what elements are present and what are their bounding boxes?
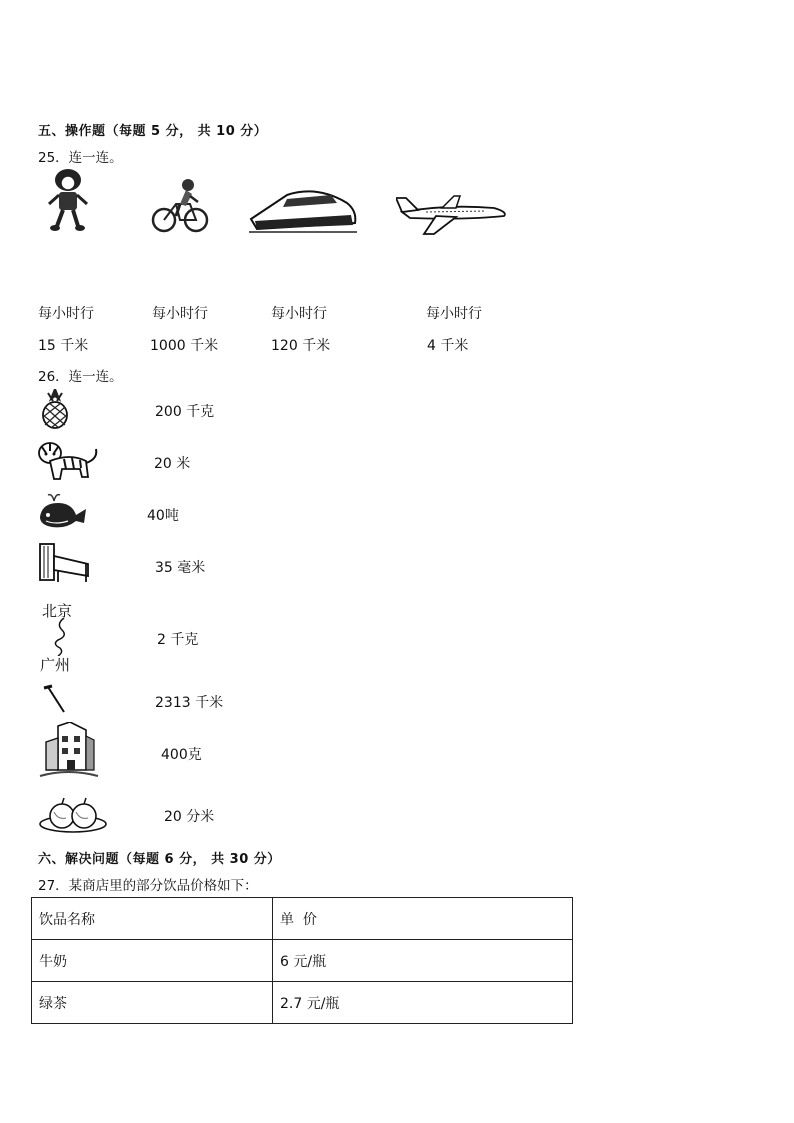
- bullet-train-icon: [247, 185, 359, 235]
- table-row: [32, 940, 573, 982]
- speed-label-1-line1: 每小时行: [38, 306, 94, 322]
- table-cell-name: 绿茶: [32, 982, 273, 1024]
- table-row: [32, 982, 573, 1024]
- q26-value-1: 200 千克: [155, 404, 215, 420]
- tiger-icon: [36, 437, 102, 485]
- speed-label-3-line2: 120 千米: [271, 338, 331, 354]
- pineapple-icon: [38, 389, 72, 429]
- q26-value-7: 400克: [161, 747, 202, 763]
- speed-label-3-line1: 每小时行: [271, 306, 327, 322]
- table-header-name: 饮品名称: [32, 898, 273, 940]
- apple-plate-icon: [38, 796, 108, 834]
- bed-icon: [38, 540, 92, 584]
- q26-value-5: 2 千克: [157, 632, 199, 648]
- section-5-heading: 五、操作题（每题 5 分， 共 10 分）: [38, 124, 268, 139]
- table-cell-name: 牛奶: [32, 940, 273, 982]
- q26-value-2: 20 米: [154, 456, 191, 472]
- map-label-guangzhou: 广州: [40, 656, 71, 674]
- table-cell-price: 6 元/瓶: [273, 940, 573, 982]
- q26-value-4: 35 毫米: [155, 560, 206, 576]
- q26-value-6: 2313 千米: [155, 695, 224, 711]
- question-26-title: 26．连一连。: [38, 369, 123, 385]
- map-label-beijing: 北京: [42, 602, 73, 620]
- whale-icon: [36, 491, 88, 531]
- speed-label-2-line2: 1000 千米: [150, 338, 219, 354]
- q26-value-3: 40吨: [147, 508, 179, 524]
- speed-label-2-line1: 每小时行: [152, 306, 208, 322]
- cyclist-icon: [150, 176, 210, 236]
- speed-label-1-line2: 15 千米: [38, 338, 89, 354]
- price-table: [31, 897, 573, 1024]
- beijing-guangzhou-map-icon: [40, 600, 84, 676]
- speed-label-4-line1: 每小时行: [426, 306, 482, 322]
- girl-walking-icon: [44, 168, 92, 232]
- question-25-title: 25．连一连。: [38, 150, 123, 166]
- q26-value-8: 20 分米: [164, 809, 215, 825]
- question-27-title: 27．某商店里的部分饮品价格如下：: [38, 878, 258, 894]
- airplane-icon: [396, 190, 510, 236]
- route-line-icon: [48, 618, 72, 656]
- nail-icon: [42, 684, 68, 714]
- speed-label-4-line2: 4 千米: [427, 338, 469, 354]
- table-header-price: 单 价: [273, 898, 573, 940]
- building-icon: [38, 722, 100, 778]
- table-header-row: [32, 898, 573, 940]
- section-6-heading: 六、解决问题（每题 6 分， 共 30 分）: [38, 852, 281, 867]
- table-cell-price: 2.7 元/瓶: [273, 982, 573, 1024]
